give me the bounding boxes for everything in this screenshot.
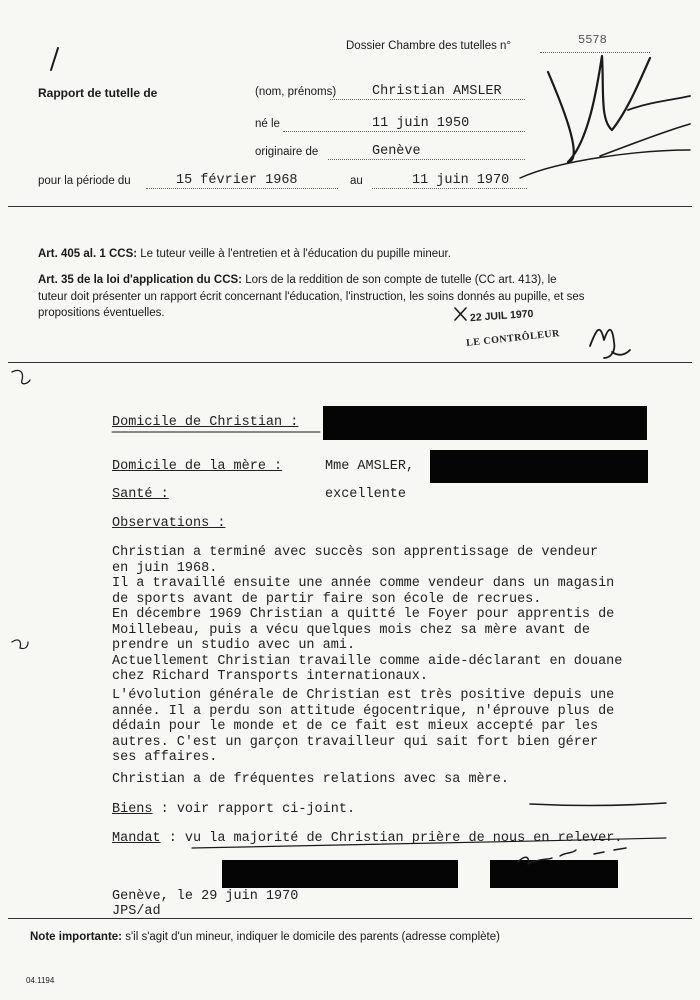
period-to-label: au [350, 175, 363, 187]
handwritten-underline [192, 838, 666, 848]
controller-signature [590, 330, 630, 358]
observation-paragraph-1: Christian a terminé avec succès son apprentissage de vendeur en juin 1968. Il a travaillé ensuite une année comme vendeur dans un magasin de sports avant de partir faire son école de recrues. En décembre 1969 Christian a quitté le Foyer pour apprentis de Moillebeau, puis a vécu quelques mois chez sa mère avant de prendre un studio avec un ami. Actuellement Christian travaille comme aide-déclarant en douane chez Richard Transports internationaux. [112, 545, 623, 684]
domicile-mother-label: Domicile de la mère : [112, 459, 283, 474]
biens-label: Biens [112, 802, 153, 817]
name-value: Christian AMSLER [372, 84, 502, 99]
biens-text: : voir rapport ci-joint. [160, 802, 356, 817]
observation-paragraph-2: L'évolution générale de Christian est très positive depuis une année. Il a perdu son attitude égocentrique, n'éprouve plus de dédain pour le monde et de ce fait est mieux accepté par les autres. C'est un garçon travailleur qui sait fort bien gérer ses affaires. [112, 688, 615, 765]
dossier-label: Dossier Chambre des tutelles n° [346, 40, 512, 52]
origin-value: Genève [372, 144, 421, 159]
place-date: Genève, le 29 juin 1970 [112, 889, 299, 904]
mandat-text: : vu la majorité de Christian prière de nous en relever. [168, 831, 623, 846]
received-stamp-label: LE CONTRÔLEUR [465, 328, 561, 349]
note-text: s'il s'agit d'un mineur, indiquer le domicile des parents (adresse complète) [125, 931, 500, 943]
art35-text-3: propositions éventuelles. [38, 307, 165, 319]
signature-scribble [628, 96, 690, 110]
pen-stroke-mark [51, 48, 58, 70]
period-end: 11 juin 1970 [412, 173, 510, 188]
health-value: excellente [325, 487, 407, 502]
health-label: Santé : [112, 487, 169, 502]
dossier-number: 5578 [578, 33, 607, 47]
report-title: Rapport de tutelle de [38, 86, 158, 100]
domicile-christian-label: Domicile de Christian : [112, 415, 299, 430]
born-value: 11 juin 1950 [372, 116, 470, 131]
mandat-label: Mandat [112, 831, 161, 846]
origin-label: originaire de [255, 146, 319, 158]
margin-mark [12, 640, 28, 649]
margin-mark [12, 370, 30, 383]
name-label: (nom, prénoms) [255, 86, 337, 98]
received-stamp-date: 22 JUIL 1970 [469, 307, 534, 325]
period-start: 15 février 1968 [176, 173, 298, 188]
art35-text-2: tuteur doit présenter un rapport écrit concernant l'éducation, l'instruction, les soins donnés au pupille, et ses [38, 291, 585, 303]
art405-text: Le tuteur veille à l'entretien et à l'éducation du pupille mineur. [140, 248, 451, 260]
observation-paragraph-3: Christian a de fréquentes relations avec sa mère. [112, 772, 509, 787]
art35-title: Art. 35 de la loi d'application du CCS: [38, 274, 243, 286]
signature-scribble [548, 56, 650, 162]
mother-value: Mme AMSLER, [325, 459, 415, 474]
observations-label: Observations : [112, 516, 226, 531]
signature-scribble [518, 848, 626, 864]
stamp-x-mark [455, 308, 466, 320]
initials: JPS/ad [112, 904, 161, 919]
period-label: pour la période du [38, 175, 131, 187]
art405-title: Art. 405 al. 1 CCS: [38, 248, 138, 260]
art35-text-1: Lors de la reddition de son compte de tutelle (CC art. 413), le [245, 274, 557, 286]
handwritten-stroke [530, 803, 666, 805]
note-title: Note importante: [30, 931, 122, 943]
born-label: né le [255, 118, 280, 130]
form-code: 04.1194 [26, 976, 55, 985]
